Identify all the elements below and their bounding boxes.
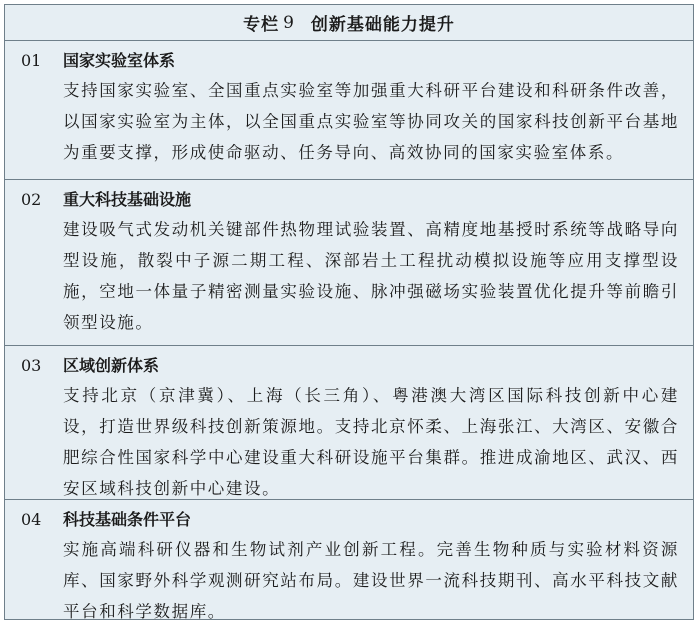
section-number: 02 bbox=[21, 190, 42, 209]
section-body: 建设吸气式发动机关键部件热物理试验装置、高精度地基授时系统等战略导向型设施，散裂中子源二期工程、深部岩土工程扰动模拟设施等应用支撑型设施，空地一体量子精密测量实验设施、脉冲强磁场实验装置优化提升等前瞻引领型设施。 bbox=[63, 220, 679, 332]
feature-box bbox=[4, 4, 694, 620]
section-national-labs bbox=[5, 41, 693, 180]
section-header bbox=[21, 506, 679, 534]
box-label: 专栏 bbox=[243, 15, 280, 35]
section-heading: 重大科技基础设施 bbox=[63, 190, 192, 209]
section-header bbox=[21, 352, 679, 380]
section-header bbox=[21, 47, 679, 75]
section-number: 03 bbox=[21, 356, 42, 375]
box-title-bar bbox=[5, 5, 693, 41]
section-number: 01 bbox=[21, 51, 42, 70]
box-number: 9 bbox=[283, 12, 295, 33]
section-basic-platforms bbox=[5, 500, 693, 620]
section-major-facilities bbox=[5, 180, 693, 346]
section-heading: 科技基础条件平台 bbox=[63, 510, 192, 529]
section-header bbox=[21, 186, 679, 214]
box-title: 创新基础能力提升 bbox=[310, 15, 455, 35]
section-heading: 区域创新体系 bbox=[63, 356, 160, 375]
section-body: 支持北京（京津冀）、上海（长三角）、粤港澳大湾区国际科技创新中心建设，打造世界级科技创新策源地。支持北京怀柔、上海张江、大湾区、安徽合肥综合性国家科学中心建设重大科研设施平台集群。推进成渝地区、武汉、西安区域科技创新中心建设。 bbox=[63, 386, 679, 498]
section-body: 实施高端科研仪器和生物试剂产业创新工程。完善生物种质与实验材料资源库、国家野外科学观测研究站布局。建设世界一流科技期刊、高水平科技文献平台和科学数据库。 bbox=[63, 540, 679, 621]
section-heading: 国家实验室体系 bbox=[63, 51, 176, 70]
section-regional-innovation bbox=[5, 346, 693, 500]
section-number: 04 bbox=[21, 510, 42, 529]
section-body: 支持国家实验室、全国重点实验室等加强重大科研平台建设和科研条件改善，以国家实验室为主体，以全国重点实验室等协同攻关的国家科技创新平台基地为重要支撑，形成使命驱动、任务导向、高效协同的国家实验室体系。 bbox=[63, 81, 679, 162]
